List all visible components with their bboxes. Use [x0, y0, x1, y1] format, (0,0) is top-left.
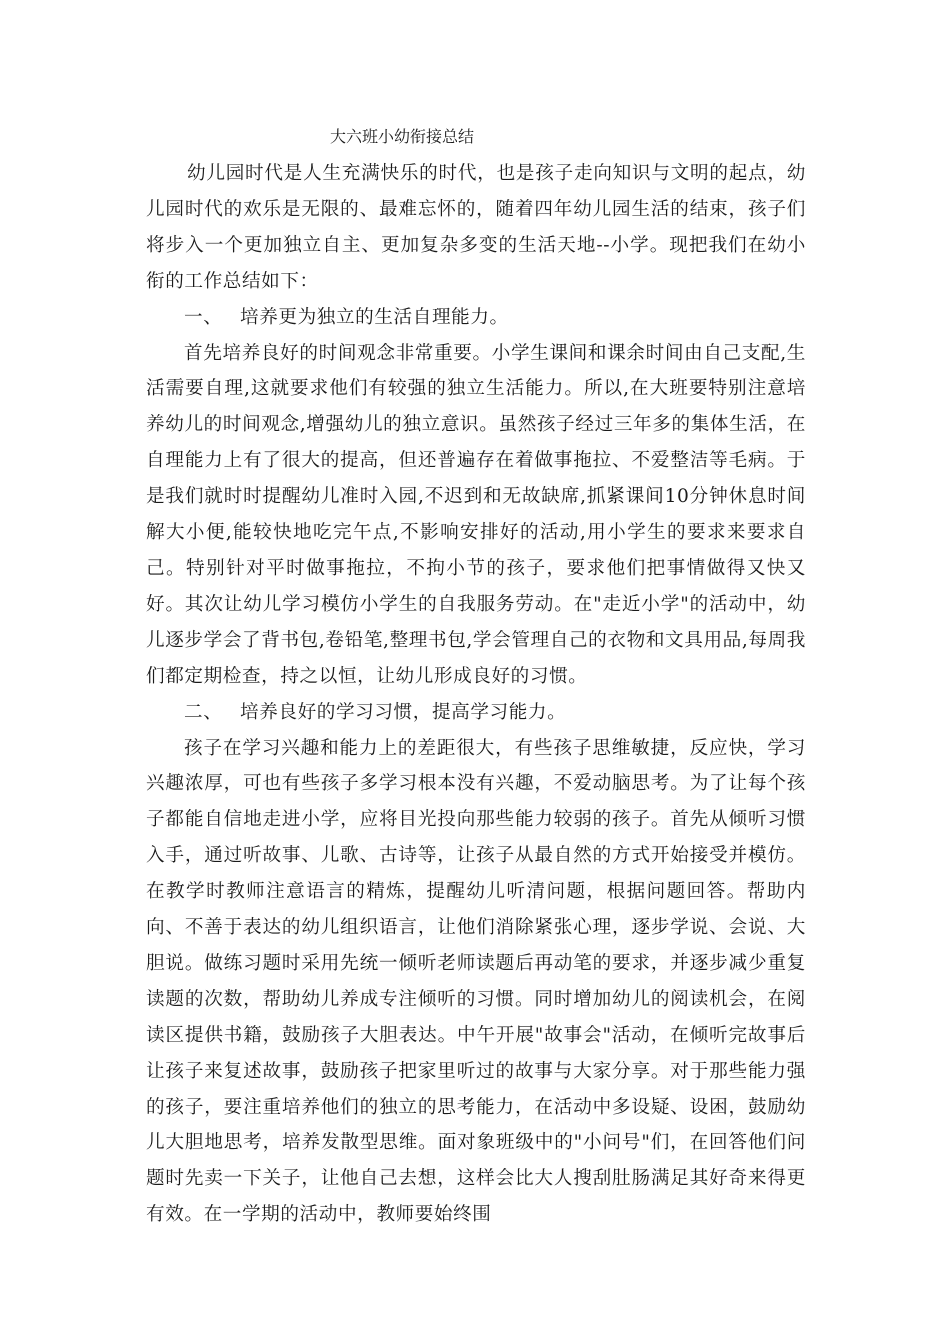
section-number-1: 一、: [184, 306, 223, 328]
section-body-2: 孩子在学习兴趣和能力上的差距很大，有些孩子思维敏捷，反应快，学习兴趣浓厚，可也有些孩子多学习根本没有兴趣，不爱动脑思考。为了让每个孩子都能自信地走进小学，应将目光投向那些能力较弱的孩子。首先从倾听习惯入手，通过听故事、儿歌、古诗等，让孩子从最自然的方式开始接受并模仿。在教学时教师注意语言的精炼，提醒幼儿听清问题，根据问题回答。帮助内向、不善于表达的幼儿组织语言，让他们消除紧张心理，逐步学说、会说、大胆说。做练习题时采用先统一倾听老师读题后再动笔的要求，并逐步减少重复读题的次数，帮助幼儿养成专注倾听的习惯。同时增加幼儿的阅读机会，在阅读区提供书籍，鼓励孩子大胆表达。中午开展"故事会"活动，在倾听完故事后让孩子来复述故事，鼓励孩子把家里听过的故事与大家分享。对于那些能力强的孩子，要注重培养他们的独立的思考能力，在活动中多设疑、设困，鼓励幼儿大胆地思考，培养发散型思维。面对象班级中的"小问号"们，在回答他们问题时先卖一下关子，让他自己去想，这样会比大人搜刮肚肠满足其好奇来得更有效。在一学期的活动中，教师要始终围: [146, 737, 806, 1226]
section-heading-1: [146, 300, 806, 336]
section-heading-2: [146, 695, 806, 731]
section-heading-text-2: 培养良好的学习习惯，提高学习能力。: [240, 701, 567, 723]
section-body-1: 首先培养良好的时间观念非常重要。小学生课间和课余时间由自己支配,生活需要自理,这就要求他们有较强的独立生活能力。所以,在大班要特别注意培养幼儿的时间观念,增强幼儿的独立意识。虽然孩子经过三年多的集体生活，在自理能力上有了很大的提高，但还普遍存在着做事拖拉、不爱整洁等毛病。于是我们就时时提醒幼儿准时入园,不迟到和无故缺席,抓紧课间10分钟休息时间解大小便,能较快地吃完午点,不影响安排好的活动,用小学生的要求来要求自己。特别针对平时做事拖拉，不拘小节的孩子，要求他们把事情做得又快又好。其次让幼儿学习模仿小学生的自我服务劳动。在"走近小学"的活动中，幼儿逐步学会了背书包,卷铅笔,整理书包,学会管理自己的衣物和文具用品,每周我们都定期检查，持之以恒，让幼儿形成良好的习惯。: [146, 342, 806, 687]
intro-paragraph: 幼儿园时代是人生充满快乐的时代，也是孩子走向知识与文明的起点，幼儿园时代的欢乐是无限的、最难忘怀的，随着四年幼儿园生活的结束，孩子们将步入一个更加独立自主、更加复杂多变的生活天地--小学。现把我们在幼小衔的工作总结如下：: [146, 163, 806, 292]
section-heading-text-1: 培养更为独立的生活自理能力。: [240, 306, 509, 328]
document-page: [146, 118, 806, 1233]
section-number-2: 二、: [184, 701, 223, 723]
document-title: 大六班小幼衔接总结: [330, 127, 475, 146]
